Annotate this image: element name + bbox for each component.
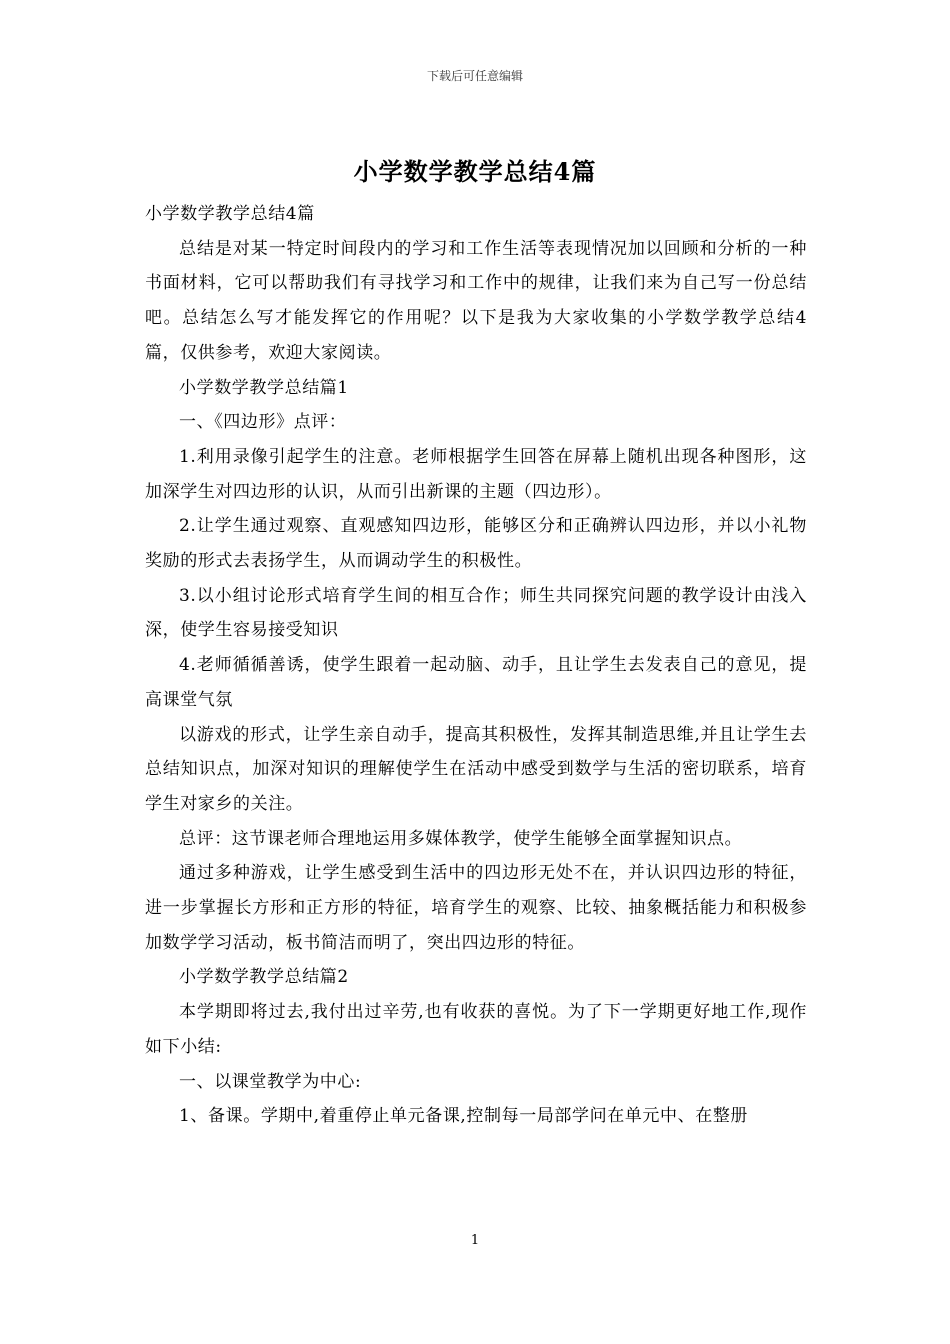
paragraph: 小学数学教学总结4篇: [145, 204, 315, 224]
paragraph: 通过多种游戏，让学生感受到生活中的四边形无处不在，并认识四边形的特征，进一步掌握长方形和正方形的特征，培育学生的观察、比较、抽象概括能力和积极参加数学学习活动，板书简洁而明了，突出四边形的特征。: [145, 863, 807, 953]
paragraph: 3.以小组讨论形式培育学生间的相互合作；师生共同探究问题的教学设计由浅入深，使学生容易接受知识: [145, 585, 807, 641]
paragraph: 本学期即将过去,我付出过辛劳,也有收获的喜悦。为了下一学期更好地工作,现作如下小结:: [145, 1002, 807, 1057]
paragraph: 1.利用录像引起学生的注意。老师根据学生回答在屏幕上随机出现各种图形，这加深学生对四边形的认识，从而引出新课的主题（四边形）。: [145, 446, 807, 502]
header-note: 下载后可任意编辑: [426, 69, 523, 83]
paragraph: 总评：这节课老师合理地运用多媒体教学，使学生能够全面掌握知识点。: [179, 828, 743, 849]
paragraph: 4.老师循循善诱，使学生跟着一起动脑、动手，且让学生去发表自己的意见，提高课堂气氛: [145, 655, 807, 710]
paragraph: 2.让学生通过观察、直观感知四边形，能够区分和正确辨认四边形，并以小礼物奖励的形式去表扬学生，从而调动学生的积极性。: [145, 516, 807, 572]
document-title: 小学数学教学总结4篇: [353, 157, 597, 186]
paragraph: 以游戏的形式，让学生亲自动手，提高其积极性，发挥其制造思维,并且让学生去总结知识点，加深对知识的理解使学生在活动中感受到数学与生活的密切联系，培育学生对家乡的关注。: [145, 724, 807, 814]
page-number: 1: [470, 1233, 480, 1248]
document-body: [145, 197, 807, 1134]
paragraph: 小学数学教学总结篇1: [179, 377, 349, 398]
paragraph: 1、备课。学期中,着重停止单元备课,控制每一局部学问在单元中、在整册: [179, 1106, 749, 1127]
paragraph: 小学数学教学总结篇2: [179, 967, 349, 988]
paragraph: 总结是对某一特定时间段内的学习和工作生活等表现情况加以回顾和分析的一种书面材料，它可以帮助我们有寻找学习和工作中的规律，让我们来为自己写一份总结吧。总结怎么写才能发挥它的作用呢？以下是我为大家收集的小学数学教学总结4篇，仅供参考，欢迎大家阅读。: [145, 238, 807, 363]
paragraph: 一、《四边形》点评：: [179, 412, 347, 433]
paragraph: 一、以课堂教学为中心:: [179, 1071, 362, 1092]
